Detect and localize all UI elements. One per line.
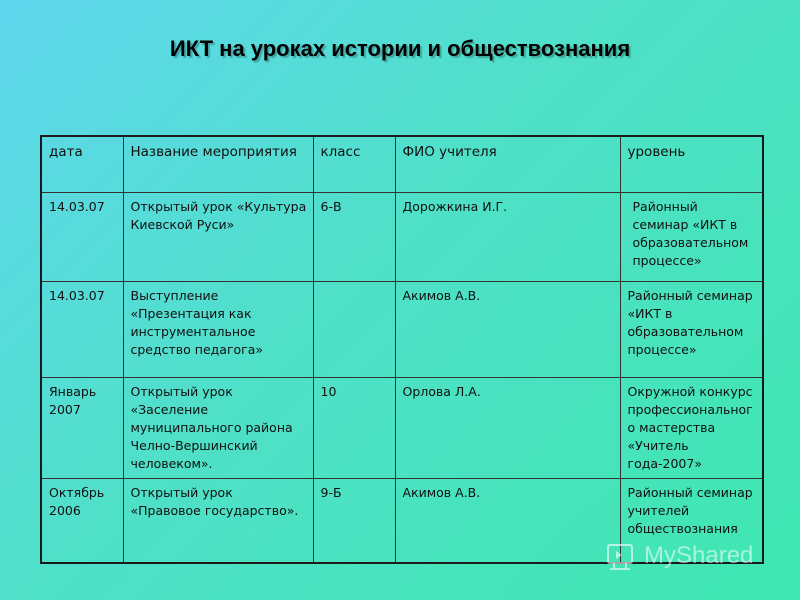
cell-class: 9-Б bbox=[313, 478, 395, 563]
cell-class: 10 bbox=[313, 377, 395, 478]
cell-class bbox=[313, 281, 395, 377]
cell-level: Районный семинар «ИКТ в образовательном процессе» bbox=[620, 281, 763, 377]
header-class: класс bbox=[313, 136, 395, 192]
watermark bbox=[606, 538, 786, 574]
cell-teacher: Акимов А.В. bbox=[395, 281, 620, 377]
watermark-text: MyShared bbox=[644, 542, 754, 569]
cell-date: 14.03.07 bbox=[41, 192, 123, 281]
header-level: уровень bbox=[620, 136, 763, 192]
cell-level: Окружной конкурс профессиональног о мастерства «Учитель года-2007» bbox=[620, 377, 763, 478]
slide-title: ИКТ на уроках истории и обществознания bbox=[169, 36, 631, 61]
cell-level: Районный семинар «ИКТ в образовательном процессе» bbox=[620, 192, 763, 281]
table-row bbox=[41, 192, 763, 281]
events-table bbox=[40, 135, 764, 564]
cell-event-name: Открытый урок «Заселение муниципального района Челно-Вершинский человеком». bbox=[123, 377, 313, 478]
header-teacher: ФИО учителя bbox=[395, 136, 620, 192]
cell-event-name: Открытый урок «Культура Киевской Руси» bbox=[123, 192, 313, 281]
cell-level: Районный семинар учителей обществознания bbox=[620, 478, 763, 563]
cell-teacher: Дорожкина И.Г. bbox=[395, 192, 620, 281]
table-header-row bbox=[41, 136, 763, 192]
myshared-logo-icon bbox=[606, 541, 638, 571]
cell-class: 6-В bbox=[313, 192, 395, 281]
cell-date: 14.03.07 bbox=[41, 281, 123, 377]
cell-teacher: Орлова Л.А. bbox=[395, 377, 620, 478]
cell-date: Январь 2007 bbox=[41, 377, 123, 478]
table-row bbox=[41, 281, 763, 377]
cell-event-name: Открытый урок «Правовое государство». bbox=[123, 478, 313, 563]
header-date: дата bbox=[41, 136, 123, 192]
cell-teacher: Акимов А.В. bbox=[395, 478, 620, 563]
table-row bbox=[41, 377, 763, 478]
header-event-name: Название мероприятия bbox=[123, 136, 313, 192]
cell-date: Октябрь 2006 bbox=[41, 478, 123, 563]
cell-event-name: Выступление «Презентация как инструментальное средство педагога» bbox=[123, 281, 313, 377]
